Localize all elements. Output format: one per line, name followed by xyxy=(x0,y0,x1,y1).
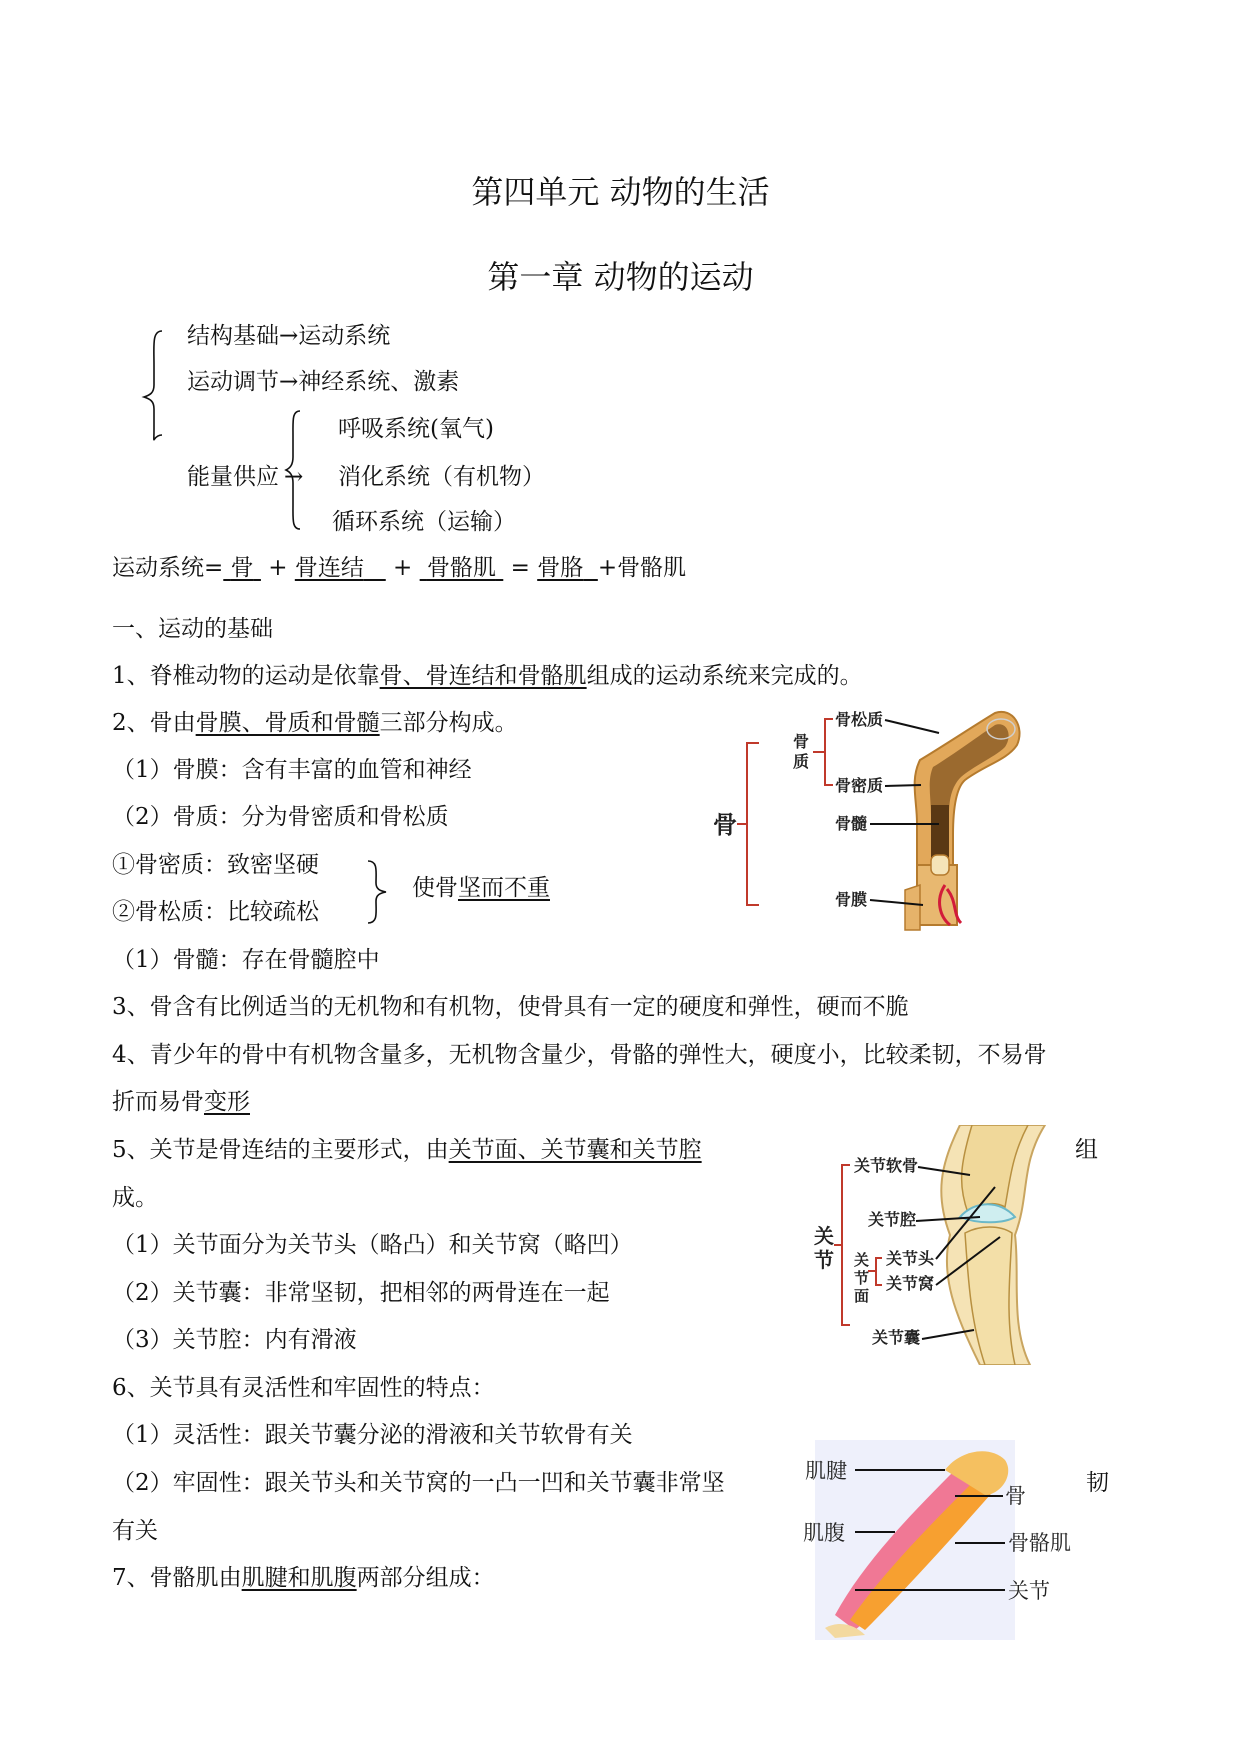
spongy-bone-item: ②骨松质：比较疏松 xyxy=(112,899,319,925)
joint-figure xyxy=(790,1125,1080,1365)
muscle-joint-label: 关节 xyxy=(1008,1579,1050,1603)
overview-energy-arrow: → xyxy=(284,464,304,490)
bone-main-label: 骨 xyxy=(713,811,737,839)
paragraph-5-line2: 成。 xyxy=(112,1185,158,1211)
overview-energy-item: 消化系统（有机物） xyxy=(338,464,545,490)
chapter-title: 第一章 动物的运动 xyxy=(487,258,754,296)
paragraph-5: 5、关节是骨连结的主要形式，由关节面、关节囊和关节腔 xyxy=(112,1137,702,1163)
joint-socket-label: 关节窝 xyxy=(886,1274,935,1293)
paragraph-2-1: （1）骨膜：含有丰富的血管和神经 xyxy=(112,757,472,783)
dense-bone-item: ①骨密质：致密坚硬 xyxy=(112,852,319,878)
paragraph-6-2: （2）牢固性：跟关节头和关节窝的一凸一凹和关节囊非常坚 xyxy=(112,1470,725,1496)
overview-regulation: 运动调节→神经系统、激素 xyxy=(187,369,460,395)
joint-surface-label: 关 xyxy=(854,1251,870,1269)
overview-structure: 结构基础→运动系统 xyxy=(187,323,391,349)
paragraph-4-line2: 折而易骨变形 xyxy=(112,1089,250,1115)
joint-cavity-label: 关节腔 xyxy=(868,1210,917,1229)
joint-surface-label-2: 节 xyxy=(854,1269,870,1287)
paragraph-2-2: （2）骨质：分为骨密质和骨松质 xyxy=(112,804,449,830)
formula-bone: 骨 xyxy=(230,555,254,581)
bone-effect: 使骨坚而不重 xyxy=(412,875,550,901)
joint-capsule-label: 关节囊 xyxy=(872,1328,921,1347)
paragraph-5-1: （1）关节面分为关节头（略凸）和关节窝（略凹） xyxy=(112,1232,633,1258)
paragraph-6-2-line2: 有关 xyxy=(112,1518,158,1544)
formula-line: 运动系统= 骨 + 骨连结 + 骨骼肌 = 骨胳 +骨骼肌 xyxy=(112,555,687,581)
formula-suffix: +骨骼肌 xyxy=(597,555,687,581)
formula-joint: 骨连结 xyxy=(294,555,364,581)
muscle-tendon-label: 肌腱 xyxy=(805,1459,847,1483)
joint-main-label-2: 节 xyxy=(814,1248,834,1272)
paragraph-6-2-tail: 韧 xyxy=(1086,1470,1109,1496)
overview-energy-item: 呼吸系统(氧气) xyxy=(338,416,494,442)
bone-group-label-2: 质 xyxy=(793,752,810,771)
right-brace xyxy=(364,857,394,927)
paragraph-5-tail: 组 xyxy=(1075,1137,1098,1163)
joint-head-label: 关节头 xyxy=(886,1249,935,1268)
paragraph-2-3: （1）骨髓：存在骨髓腔中 xyxy=(112,947,380,973)
joint-main-label: 关 xyxy=(814,1224,834,1248)
section-heading: 一、运动的基础 xyxy=(112,616,273,642)
muscle-figure xyxy=(795,1440,1095,1640)
paragraph-1: 1、脊椎动物的运动是依靠骨、骨连结和骨骼肌组成的运动系统来完成的。 xyxy=(112,663,863,689)
overview-braces xyxy=(140,325,320,545)
bone-group-label: 骨 xyxy=(793,732,810,751)
unit-title: 第四单元 动物的生活 xyxy=(471,173,770,211)
muscle-bone-label: 骨 xyxy=(1005,1484,1026,1508)
bone-dense-label: 骨密质 xyxy=(835,776,884,795)
bone-marrow-label: 骨髓 xyxy=(835,814,868,833)
joint-surface-label-3: 面 xyxy=(854,1287,870,1305)
formula-muscle: 骨骼肌 xyxy=(426,555,496,581)
paragraph-5-2: （2）关节囊：非常坚韧，把相邻的两骨连在一起 xyxy=(112,1280,610,1306)
paragraph-2: 2、骨由骨膜、骨质和骨髓三部分构成。 xyxy=(112,710,518,736)
paragraph-3: 3、骨含有比例适当的无机物和有机物，使骨具有一定的硬度和弹性，硬而不脆 xyxy=(112,994,909,1020)
muscle-belly-label: 肌腹 xyxy=(803,1521,845,1545)
formula-prefix: 运动系统= xyxy=(112,555,224,581)
paragraph-5-3: （3）关节腔：内有滑液 xyxy=(112,1327,357,1353)
overview-energy-label: 能量供应 xyxy=(187,464,279,490)
bone-spongy-label: 骨松质 xyxy=(835,710,884,729)
paragraph-6-1: （1）灵活性：跟关节囊分泌的滑液和关节软骨有关 xyxy=(112,1422,633,1448)
paragraph-6: 6、关节具有灵活性和牢固性的特点： xyxy=(112,1375,495,1401)
formula-skeleton: 骨胳 xyxy=(537,555,584,581)
joint-cartilage-label: 关节软骨 xyxy=(854,1156,919,1175)
muscle-skeletal-label: 骨骼肌 xyxy=(1008,1531,1071,1555)
overview-energy-item: 循环系统（运输） xyxy=(332,509,516,535)
bone-figure xyxy=(695,705,1035,945)
periosteum-label: 骨膜 xyxy=(835,890,868,909)
paragraph-7: 7、骨骼肌由肌腱和肌腹两部分组成： xyxy=(112,1565,495,1591)
paragraph-4-line1: 4、青少年的骨中有机物含量多，无机物含量少，骨骼的弹性大，硬度小，比较柔韧，不易骨 xyxy=(112,1042,1047,1068)
